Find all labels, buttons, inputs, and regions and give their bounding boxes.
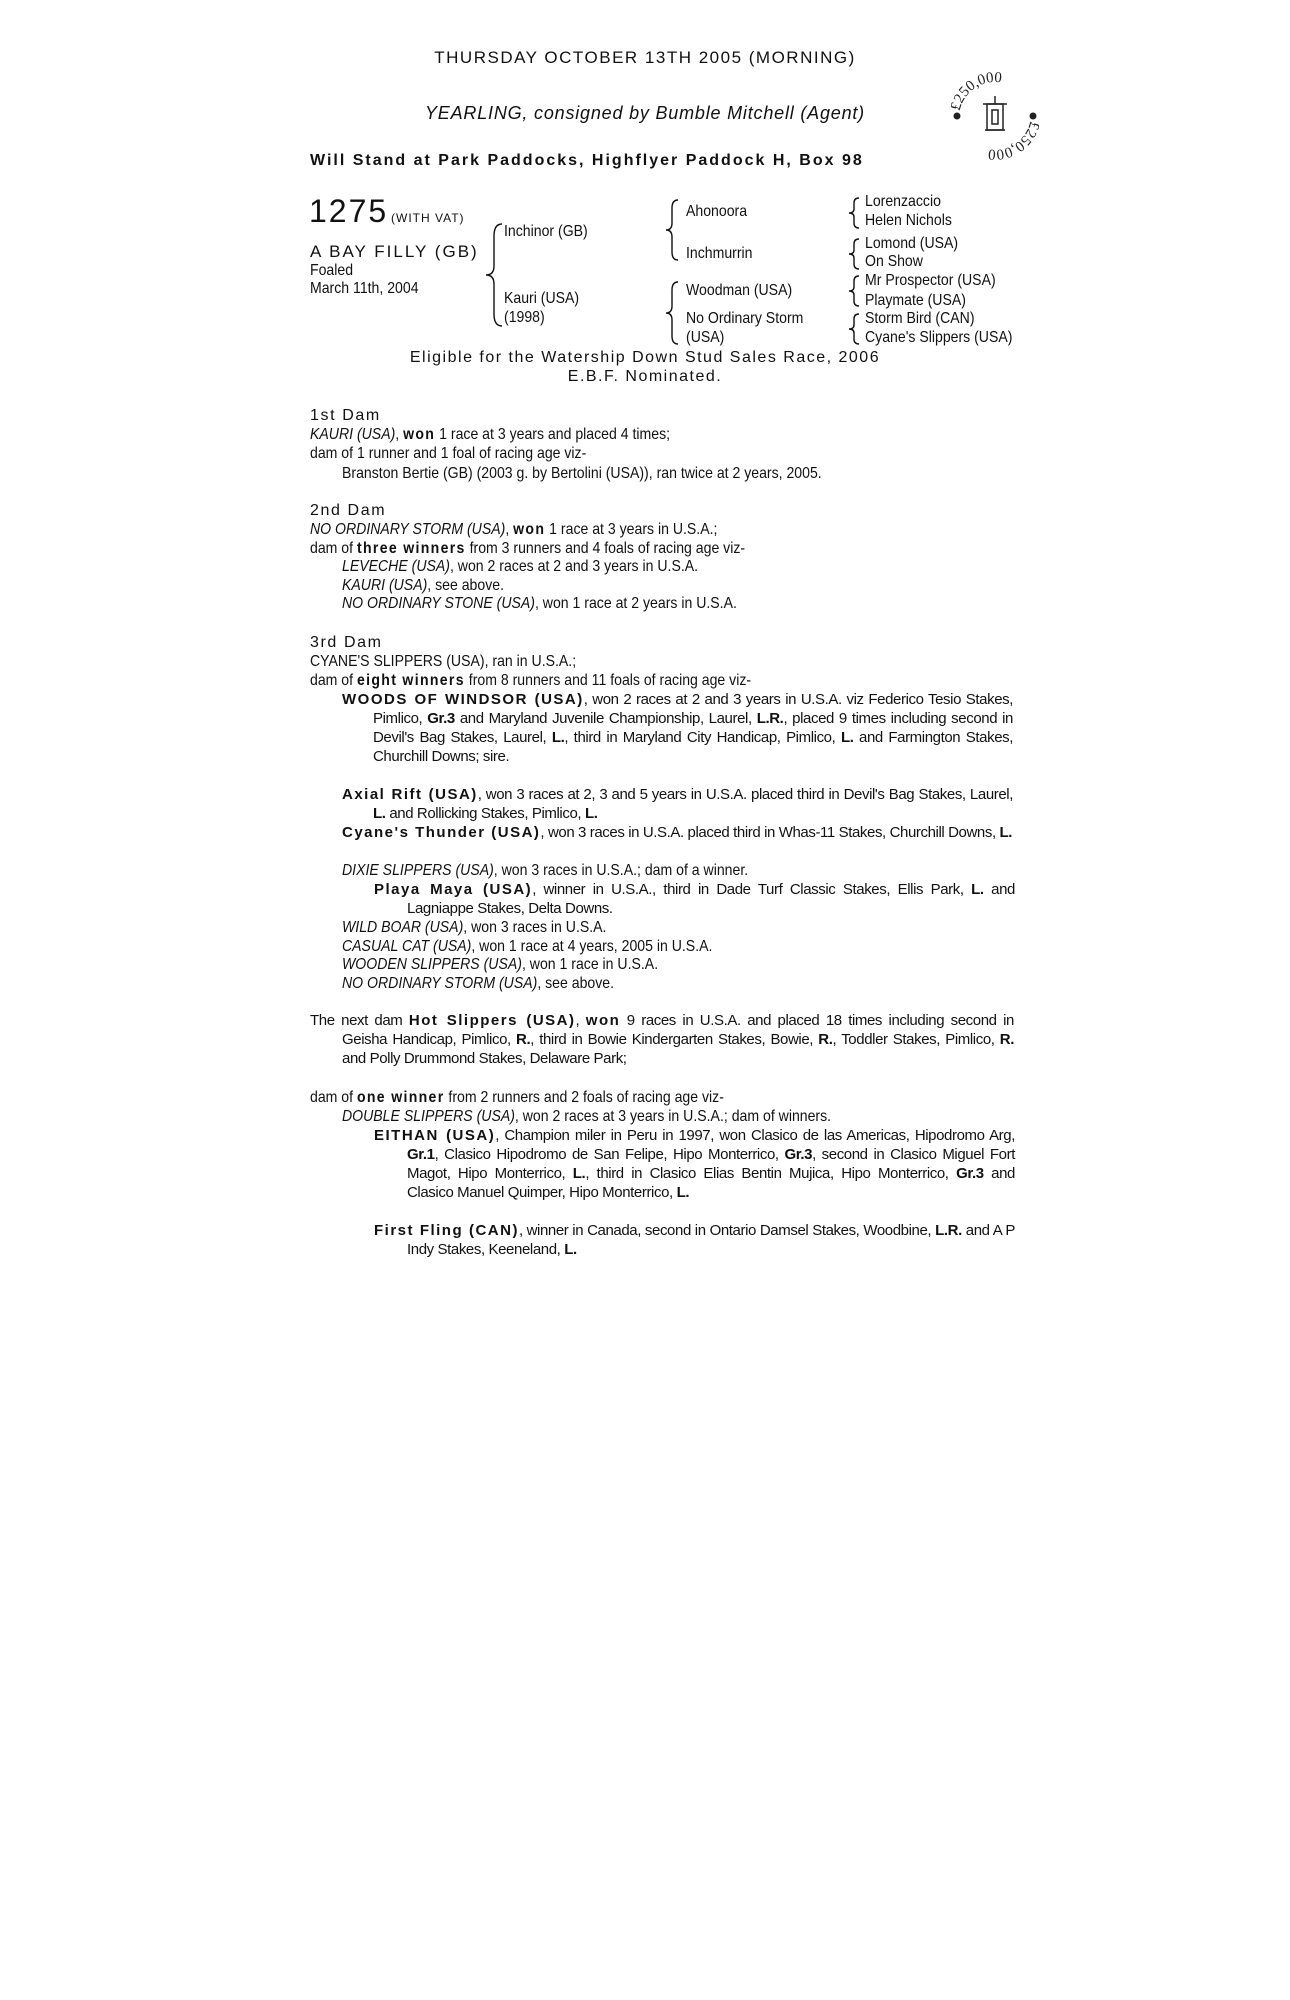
- eithan-entry: EITHAN (USA), Champion miler in Peru in 1997, won Clasico de las Americas, Hipodromo Arg, Gr.1, Clasico Hipodromo de San Felipe, Hipo Monterrico, Gr.3, second in Clasico Miguel Fort Magot, Hipo Monterrico, L., third in Clasico Elias Bentin Mujica, Hipo Monterrico, Gr.3 and Clasico Manuel Quimper, Hipo Monterrico, L.: [374, 1127, 1015, 1201]
- next-dam-entry: The next dam Hot Slippers (USA), won 9 races in U.S.A. and placed 18 times including second in Geisha Handicap, Pimlico, R., third in Bowie Kindergarten Stakes, Bowie, R., Toddler Stakes, Pimlico, R. and Polly Drummond Stakes, Delaware Park;: [310, 1012, 1014, 1067]
- second-dam-winners: three winners: [356, 540, 466, 557]
- no-ordinary-storm-entry: NO ORDINARY STORM (USA), see above.: [342, 975, 615, 992]
- second-dam-won: won: [513, 521, 546, 538]
- pedigree-brace-dam: [662, 280, 682, 346]
- pedigree-g2: Helen Nichols: [865, 212, 952, 229]
- no-ordinary-stone-name: NO ORDINARY STONE (USA): [342, 595, 535, 612]
- third-dam-produce: [310, 671, 751, 690]
- svg-text:£250,000: £250,000: [947, 69, 1003, 113]
- pedigree-dam: Kauri (USA): [504, 290, 580, 307]
- svg-text:£250,000: £250,000: [987, 119, 1043, 163]
- pedigree-dam-dam-country: (USA): [686, 329, 725, 346]
- second-dam-produce: [310, 539, 745, 558]
- kauri-text: see above.: [435, 577, 504, 594]
- second-dam-progeny-3: NO ORDINARY STONE (USA), won 1 race at 2 years in U.S.A.: [342, 595, 737, 612]
- third-dam-winners: eight winners: [356, 672, 465, 689]
- first-dam-record: KAURI (USA), won 1 race at 3 years and placed 4 times;: [310, 426, 671, 443]
- second-dam-name: NO ORDINARY STORM (USA): [310, 521, 506, 538]
- pedigree-brace-main: [482, 222, 506, 328]
- first-dam-heading: 1st Dam: [310, 407, 381, 424]
- second-dam-record-text: 1 race at 3 years in U.S.A.;: [549, 521, 718, 538]
- pedigree-g4: On Show: [865, 253, 923, 270]
- pedigree-g3: Lomond (USA): [865, 235, 959, 252]
- stand-location: Will Stand at Park Paddocks, Highflyer Paddock H, Box 98: [310, 152, 864, 169]
- double-slippers-name: DOUBLE SLIPPERS (USA): [342, 1108, 515, 1125]
- cyanes-thunder-entry: Cyane's Thunder (USA), won 3 races in U.S.A. placed third in Whas-11 Stakes, Churchill Downs, L.: [342, 824, 1013, 841]
- wooden-slippers-name: WOODEN SLIPPERS (USA): [342, 956, 522, 973]
- next-dam-produce: dam of one winner from 2 runners and 2 foals of racing age viz-: [310, 1089, 724, 1106]
- first-dam-produce: dam of 1 runner and 1 foal of racing age viz-: [310, 445, 587, 462]
- wooden-slippers-entry: WOODEN SLIPPERS (USA), won 1 race in U.S.A.: [342, 956, 659, 973]
- pedigree-sire-sire: Ahonoora: [686, 203, 748, 220]
- pedigree-sire-dam: Inchmurrin: [686, 245, 753, 262]
- woods-of-windsor-entry: WOODS OF WINDSOR (USA), won 2 races at 2 and 3 years in U.S.A. viz Federico Tesio Stakes, Pimlico, Gr.3 and Maryland Juvenile Championship, Laurel, L.R., placed 9 times including second in Devil's Bag Stakes, Laurel, L., third in Maryland City Handicap, Pimlico, L. and Farmington Stakes, Churchill Downs; sire.: [342, 691, 1014, 765]
- second-dam-progeny-1: LEVECHE (USA), won 2 races at 2 and 3 years in U.S.A.: [342, 558, 699, 575]
- casual-cat-entry: CASUAL CAT (USA), won 1 race at 4 years, 2005 in U.S.A.: [342, 938, 713, 955]
- dixie-slippers-entry: DIXIE SLIPPERS (USA), won 3 races in U.S.A.; dam of a winner.: [342, 862, 749, 879]
- first-dam-progeny: Branston Bertie (GB) (2003 g. by Bertolini (USA)), ran twice at 2 years, 2005.: [342, 465, 822, 482]
- first-dam-won: won: [403, 426, 436, 443]
- third-dam-produce-a: dam of: [310, 672, 354, 689]
- pedigree-g5: Mr Prospector (USA): [865, 272, 996, 289]
- casual-cat-name: CASUAL CAT (USA): [342, 938, 472, 955]
- second-dam-heading: 2nd Dam: [310, 502, 387, 519]
- woods-of-windsor-name: WOODS OF WINDSOR (USA): [342, 691, 584, 708]
- wild-boar-entry: WILD BOAR (USA), won 3 races in U.S.A.: [342, 919, 607, 936]
- third-dam-produce-c: from 8 runners and 11 foals of racing age viz-: [468, 672, 752, 689]
- eithan-name: EITHAN (USA): [374, 1127, 496, 1144]
- axial-rift-name: Axial Rift (USA): [342, 786, 478, 803]
- playa-maya-name: Playa Maya (USA): [374, 881, 533, 898]
- double-slippers-entry: DOUBLE SLIPPERS (USA), won 2 races at 3 years in U.S.A.; dam of winners.: [342, 1108, 832, 1125]
- pedigree-brace-g4: [846, 312, 862, 346]
- leveche-text: won 2 races at 2 and 3 years in U.S.A.: [457, 558, 699, 575]
- horse-description: A BAY FILLY (GB): [310, 242, 479, 261]
- pedigree-brace-g2: [846, 237, 862, 271]
- cyanes-thunder-name: Cyane's Thunder (USA): [342, 824, 541, 841]
- pedigree-sire: Inchinor (GB): [504, 223, 588, 240]
- sale-date: THURSDAY OCTOBER 13TH 2005 (MORNING): [434, 48, 856, 67]
- kauri-name: KAURI (USA): [342, 577, 428, 594]
- eligibility-line: Eligible for the Watership Down Stud Sales Race, 2006: [409, 349, 881, 366]
- vat-note: (WITH VAT): [391, 211, 465, 225]
- first-fling-name: First Fling (CAN): [374, 1222, 519, 1239]
- axial-rift-entry: Axial Rift (USA), won 3 races at 2, 3 and 5 years in U.S.A. placed third in Devil's Bag Stakes, Laurel, L. and Rollicking Stakes, Pimlico, L.: [342, 786, 1013, 822]
- first-dam-record-text: 1 race at 3 years and placed 4 times;: [439, 426, 671, 443]
- pedigree-dam-dam: No Ordinary Storm: [686, 310, 804, 327]
- no-ordinary-storm-name: NO ORDINARY STORM (USA): [342, 975, 538, 992]
- no-ordinary-stone-text: won 1 race at 2 years in U.S.A.: [542, 595, 737, 612]
- pedigree-g1: Lorenzaccio: [865, 193, 941, 210]
- next-dam-winners: one winner: [356, 1089, 445, 1106]
- foaled-date: March 11th, 2004: [310, 280, 419, 297]
- pedigree-brace-g1: [846, 196, 862, 230]
- pedigree-brace-sire: [662, 198, 682, 262]
- foaled-label: Foaled: [310, 262, 354, 279]
- third-dam-record: CYANE'S SLIPPERS (USA), ran in U.S.A.;: [310, 653, 577, 670]
- second-dam-produce-c: from 3 runners and 4 foals of racing age viz-: [469, 540, 746, 557]
- wild-boar-name: WILD BOAR (USA): [342, 919, 464, 936]
- pedigree-dam-sire: Woodman (USA): [686, 282, 793, 299]
- second-dam-produce-a: dam of: [310, 540, 354, 557]
- price-seal-logo: [945, 66, 1045, 166]
- first-fling-entry: First Fling (CAN), winner in Canada, second in Ontario Damsel Stakes, Woodbine, L.R. and A P Indy Stakes, Keeneland, L.: [374, 1222, 1015, 1258]
- leveche-name: LEVECHE (USA): [342, 558, 450, 575]
- pedigree-g8: Cyane's Slippers (USA): [865, 329, 1013, 346]
- hot-slippers-name: Hot Slippers (USA): [408, 1012, 576, 1029]
- ebf-line: E.B.F. Nominated.: [567, 368, 723, 385]
- dixie-slippers-name: DIXIE SLIPPERS (USA): [342, 862, 494, 879]
- pedigree-dam-year: (1998): [504, 309, 545, 326]
- consignor-line: YEARLING, consigned by Bumble Mitchell (Agent): [425, 103, 865, 123]
- second-dam-progeny-2: KAURI (USA), see above.: [342, 577, 504, 594]
- pedigree-g6: Playmate (USA): [865, 292, 966, 309]
- playa-maya-entry: Playa Maya (USA), winner in U.S.A., third in Dade Turf Classic Stakes, Ellis Park, L. and Lagniappe Stakes, Delta Downs.: [374, 881, 1015, 917]
- third-dam-heading: 3rd Dam: [310, 634, 383, 651]
- first-dam-name: KAURI (USA): [310, 426, 396, 443]
- pedigree-g7: Storm Bird (CAN): [865, 310, 975, 327]
- pedigree-brace-g3: [846, 274, 862, 308]
- lot-number: 1275: [309, 193, 389, 229]
- second-dam-record: NO ORDINARY STORM (USA), won 1 race at 3 years in U.S.A.;: [310, 521, 718, 538]
